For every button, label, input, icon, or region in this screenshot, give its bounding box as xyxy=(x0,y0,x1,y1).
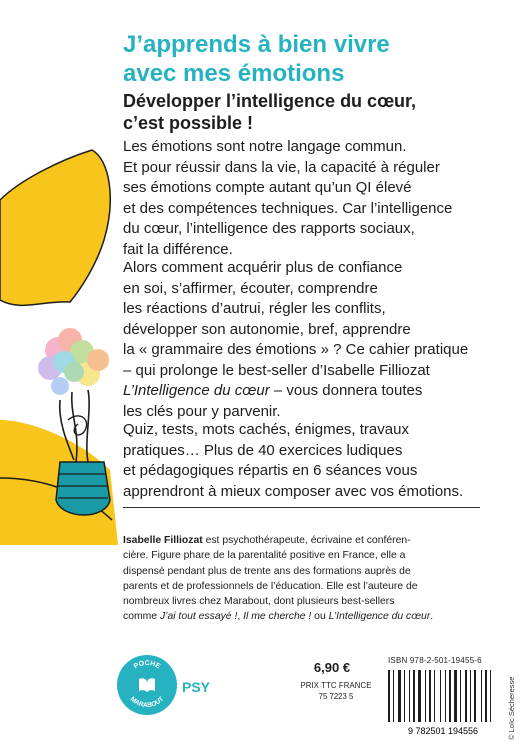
poche-marabout-logo xyxy=(115,653,179,722)
text-line: dispensé pendant plus de trente ans des formations auprès de xyxy=(123,565,411,577)
book-subtitle xyxy=(123,90,503,134)
isbn: ISBN 978-2-501-19455-6 xyxy=(388,656,482,665)
separator: , xyxy=(237,611,244,623)
color-balloons xyxy=(38,328,109,395)
text-line: Quiz, tests, mots cachés, énigmes, travaux xyxy=(123,421,409,438)
intro-paragraph xyxy=(123,137,493,260)
subtitle-line-2: c’est possible ! xyxy=(123,113,254,133)
text-line: les clés pour y parvenir. xyxy=(123,402,281,420)
book-reference: J’ai tout essayé ! xyxy=(159,611,238,623)
text-line: Les émotions sont notre langage commun. xyxy=(123,138,407,155)
barcode xyxy=(384,668,502,738)
lightbulb-illustration xyxy=(0,0,125,545)
price: 6,90 € xyxy=(313,660,351,675)
text-line: du cœur, l’intelligence des rapports sociaux, xyxy=(123,220,415,237)
text-line: nombreux livres chez Marabout, dont plusieurs best-sellers xyxy=(123,596,395,608)
text-line: pratiques… Plus de 40 exercices ludiques xyxy=(123,441,403,459)
separator: ou xyxy=(311,611,329,623)
photo-credit: © Loïc Sécheresse xyxy=(507,676,516,740)
author-name: Isabelle Filliozat xyxy=(123,535,203,546)
text-line: la « grammaire des émotions » ? Ce cahier pratique xyxy=(123,341,469,358)
text-line: Et pour réussir dans la vie, la capacité à réguler xyxy=(123,158,440,176)
text-line: fait la différence. xyxy=(123,240,233,258)
logo-bottom-text: MARABOUT xyxy=(128,695,166,710)
text-line: – qui prolonge le best-seller d’Isabelle Filliozat xyxy=(123,361,430,379)
logo-top-text: POCHE xyxy=(132,659,162,671)
text-line: Alors comment acquérir plus de confiance xyxy=(123,259,403,276)
subtitle-line-1: Développer l’intelligence du cœur, xyxy=(123,91,417,111)
text-line: cière. Figure phare de la parentalité positive en France, elle a xyxy=(123,550,406,562)
text-line: en soi, s’affirmer, écouter, comprendre xyxy=(123,279,378,297)
text-line: et des compétences techniques. Car l’intelligence xyxy=(123,199,453,217)
category-label: PSY xyxy=(182,679,211,695)
divider xyxy=(123,507,480,508)
text-line: parents et de professionnels de l’éducation. Elle est l’auteure de xyxy=(123,580,418,592)
text-line: ses émotions compte autant qu’un QI élevé xyxy=(123,179,412,196)
price-note: PRIX TTC FRANCE xyxy=(300,681,372,690)
text-line: les réactions d’autrui, régler les conflits, xyxy=(123,300,386,317)
book-title xyxy=(123,30,503,88)
text-line: – vous donnera toutes xyxy=(269,382,423,399)
features-paragraph xyxy=(123,420,493,502)
author-bio xyxy=(123,533,471,625)
product-code: 75 7223 5 xyxy=(318,692,354,701)
text-line: développer son autonomie, bref, apprendre xyxy=(123,320,411,338)
book-reference: L’Intelligence du cœur xyxy=(328,611,431,623)
title-line-2: avec mes émotions xyxy=(123,60,345,87)
body-paragraph xyxy=(123,258,493,422)
title-line-1: J’apprends à bien vivre xyxy=(123,31,390,58)
book-reference: L’Intelligence du cœur xyxy=(123,382,270,399)
barcode-number: 9 782501 194556 xyxy=(407,726,479,736)
book-reference: Il me cherche ! xyxy=(243,611,312,623)
text-line: comme xyxy=(123,611,160,623)
bulb-base xyxy=(56,462,110,515)
text-line: apprendront à mieux composer avec vos émotions. xyxy=(123,482,464,500)
text-line: et pédagogiques répartis en 6 séances vous xyxy=(123,462,418,479)
text-line: est psychothérapeute, écrivaine et conféren- xyxy=(202,535,411,546)
separator: . xyxy=(430,611,434,623)
